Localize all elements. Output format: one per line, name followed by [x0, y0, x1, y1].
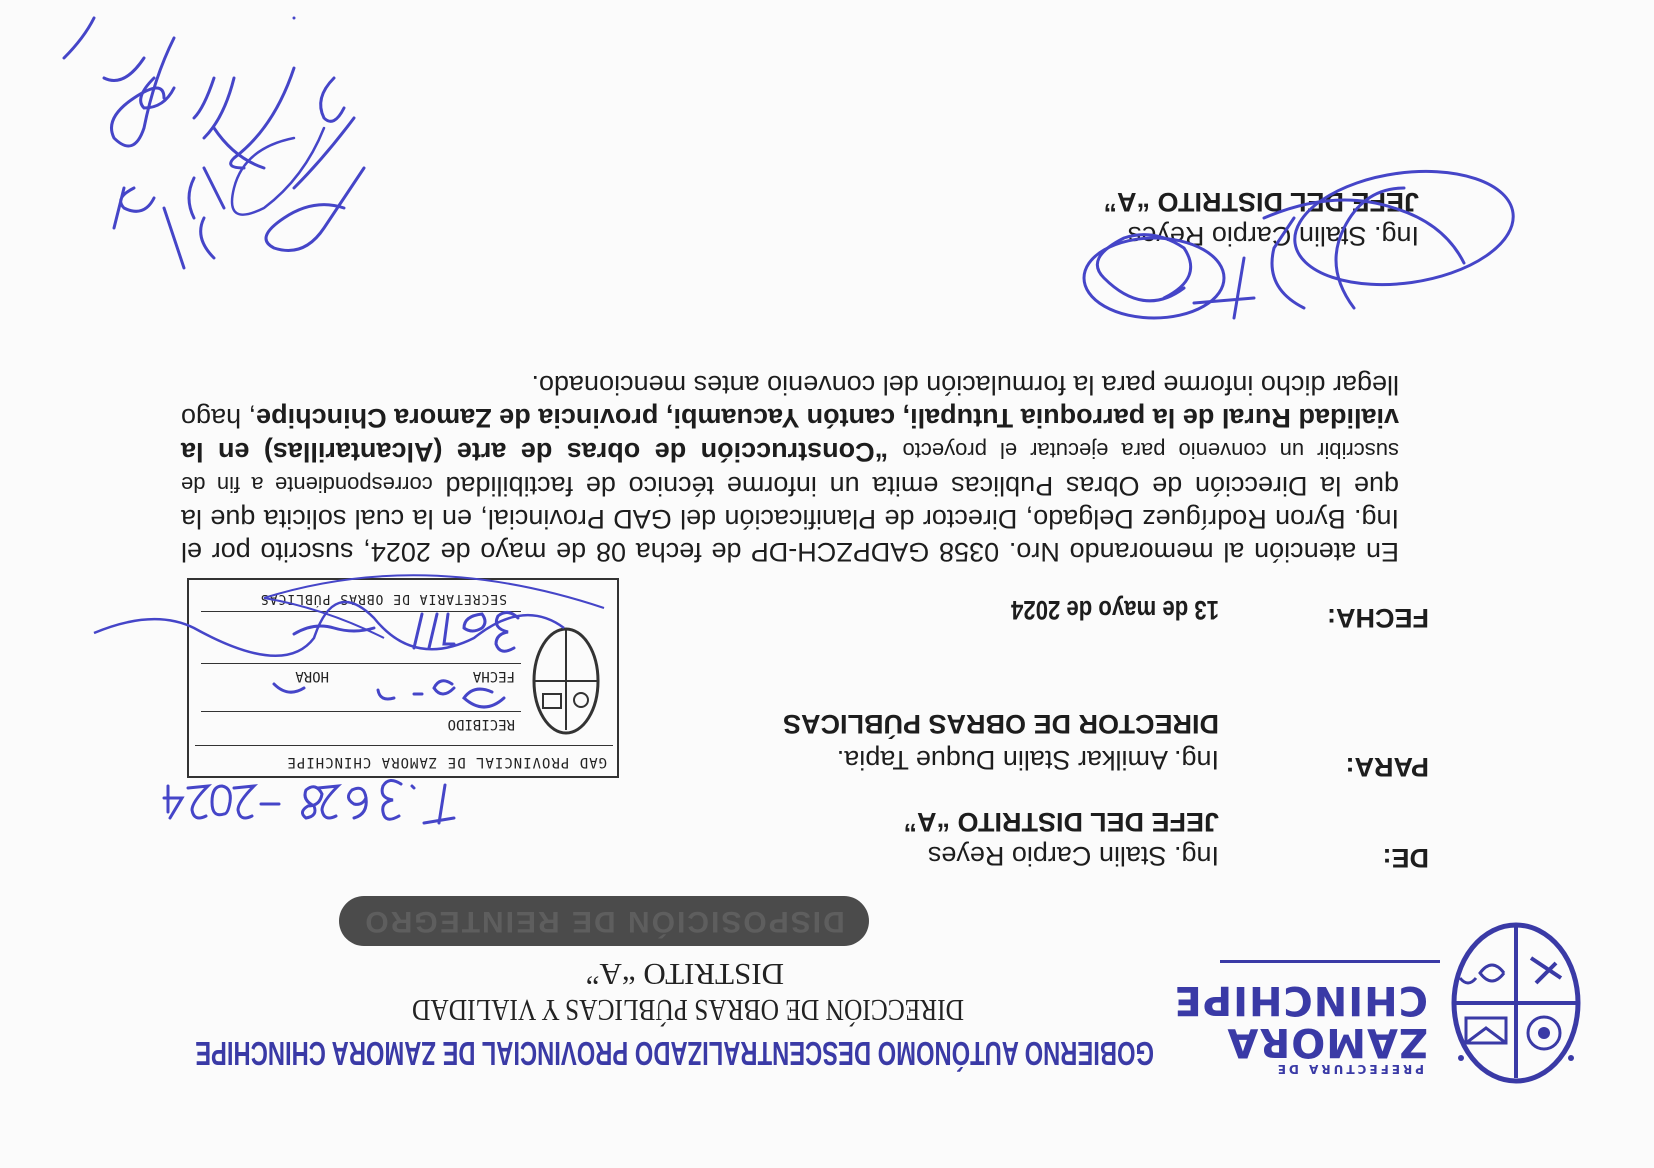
from-label: DE: — [1382, 843, 1429, 873]
stamp-time-label: HORA — [295, 668, 329, 684]
stamp-signature-squiggle — [94, 602, 564, 656]
stamp-received-label: RECIBIDO — [447, 716, 515, 732]
stamp-date-label: FECHA — [472, 668, 515, 684]
tramite-number-handwriting — [164, 780, 454, 823]
stamp-organization: GAD PROVINCIAL DE ZAMORA CHINCHIPE — [286, 754, 607, 770]
from-role: JEFE DEL DISTRITO “A” — [903, 807, 1219, 837]
stamp-secretary-label: SECRETARIA DE OBRAS PÚBLICAS — [259, 591, 507, 606]
prefectura-kicker: PREFECTURA DE — [1274, 1062, 1424, 1076]
margin-initials — [64, 18, 174, 146]
redacted-stamp-line: DISPOSICIÓN DE REINTEGRO — [339, 896, 869, 946]
date-value: 13 de mayo de 2024 — [1011, 595, 1219, 625]
signature-name: Ing. Stalin Carpio Reyes — [1127, 221, 1419, 251]
author-signature — [1084, 158, 1521, 318]
project-title: “Construcción de obras de arte (Alcantarillas) en la vialidad Rural de la parroquia Tutupali, cantón Yacuambi, provincia de Zamora Chinchipe — [181, 403, 1399, 467]
body-paragraph-end: , hago llegar dicho informe para la formulación del convenio antes mencionado. — [181, 370, 1399, 433]
body-paragraph-small: correspondiente a fin de suscribir un convenio para ejecutar el proyecto — [181, 438, 1399, 497]
from-name: Ing. Stalin Carpio Reyes — [927, 841, 1219, 871]
signature-role: JEFE DEL DISTRITO “A” — [1103, 187, 1419, 217]
to-name: Ing. Amilkar Stalin Duque Tapia. — [836, 745, 1219, 775]
date-label: FECHA: — [1327, 603, 1429, 633]
margin-note-planificacion — [104, 18, 364, 268]
to-role: DIRECTOR DE OBRAS PÚBLICAS — [782, 709, 1219, 739]
department-title: DIRECCIÓN DE OBRAS PÚBLICAS Y VIALIDAD — [412, 993, 964, 1028]
to-label: PARA: — [1345, 752, 1429, 782]
brand-name-zamora: ZAMORA — [1226, 1019, 1428, 1065]
body-paragraph: En atención al memorando Nro. 0358 GADPZCH-DP de fecha 08 de mayo de 2024, suscrito por el Ing. Byron Rodríguez Delgado, Director de Planificación del GAD Provincial, en la cual solicita que la que la Dirección de Obras Publicas emita un informe técnico de factibilidad — [181, 471, 1399, 567]
district-title: DISTRITO “A” — [585, 957, 784, 992]
stamp-handwritten-date-time — [274, 612, 518, 707]
brand-name-chinchipe: CHINCHIPE — [1173, 977, 1428, 1023]
organization-title: GOBIERNO AUTÓNOMO DESCENTRALIZADO PROVINCIAL DE ZAMORA CHINCHIPE — [195, 1035, 1154, 1072]
